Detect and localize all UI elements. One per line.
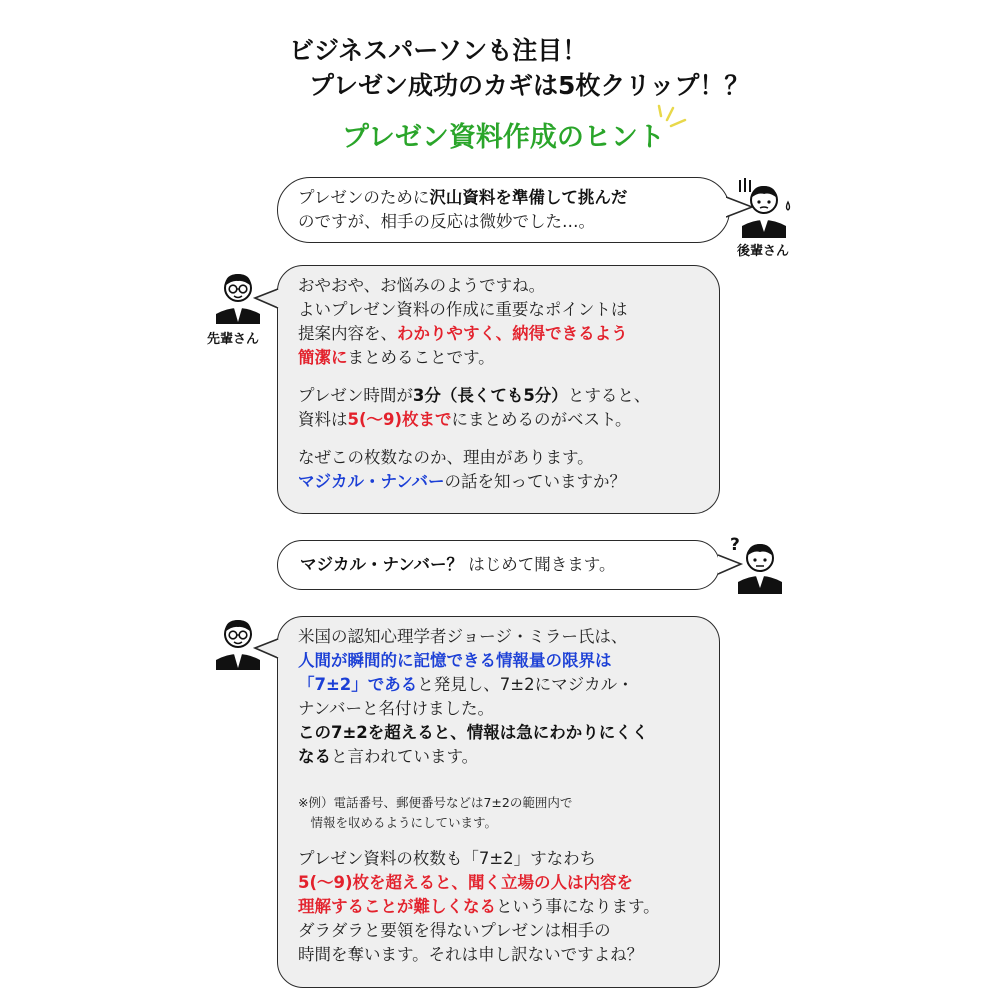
bubble4-line-8: 5(〜9)枚を超えると、聞く立場の人は内容を: [298, 873, 634, 892]
bubble4-tail: [253, 636, 279, 662]
junior-worried-avatar-icon: [734, 176, 800, 238]
sparkle-icon: [655, 104, 695, 136]
bubble4-line-1: 米国の認知心理学者ジョージ・ミラー氏は、: [298, 627, 628, 646]
bubble4-line-7: プレゼン資料の枚数も「7±2」すなわち: [298, 849, 597, 868]
bubble3-line-1: マジカル・ナンバー？ はじめて聞きます。: [300, 555, 616, 574]
senior-speech-bubble-2: [277, 616, 720, 988]
bubble2-line-3: 提案内容を、わかりやすく、納得できるよう: [298, 324, 628, 343]
sweat-drop-icon: [787, 202, 790, 210]
bubble2-tail: [253, 286, 279, 312]
bubble4-line-4: ナンバーと名付けました。: [298, 699, 495, 718]
bubble2-line-4: 簡潔にまとめることです。: [298, 348, 495, 367]
bubble2-line-8: マジカル・ナンバーの話を知っていますか？: [298, 472, 627, 491]
bubble4-line-2: 人間が瞬間的に記憶できる情報量の限界は: [298, 651, 612, 670]
bubble4-line-3: 「7±2」であると発見し、7±2にマジカル・: [298, 675, 634, 694]
bubble4-line-11: 時間を奪います。それは申し訳ないですよね？: [298, 945, 644, 964]
bubble2-line-5: プレゼン時間が3分（長くても5分）とすると、: [298, 386, 651, 405]
bubble4-line-9: 理解することが難しくなるという事になります。: [298, 897, 660, 916]
junior-label: 後輩さん: [737, 244, 790, 259]
junior-speech-bubble-2: [277, 540, 720, 590]
bubble2-line-2: よいプレゼン資料の作成に重要なポイントは: [298, 300, 628, 319]
bubble4-line-6: なると言われています。: [298, 747, 479, 766]
bubble2-line-6: 資料は5(〜9)枚までにまとめるのがベスト。: [298, 410, 632, 429]
bubble1-line-1: プレゼンのために沢山資料を準備して挑んだ: [298, 188, 628, 207]
senior-label: 先輩さん: [207, 332, 260, 347]
senior-speech-bubble-1: [277, 265, 720, 514]
headline-line-2: プレゼン成功のカギは5枚クリップ！？: [309, 71, 750, 100]
bubble4-line-5: この7±2を超えると、情報は急にわかりにくく: [298, 723, 649, 742]
bubble4-note-line-1: ※例）電話番号、郵便番号などは7±2の範囲内で: [298, 795, 573, 810]
question-mark-icon: ?: [730, 535, 740, 555]
subtitle: プレゼン資料作成のヒント: [342, 122, 665, 153]
bubble1-line-2: のですが、相手の反応は微妙でした…。: [298, 212, 595, 231]
junior-question-avatar-icon: [728, 532, 788, 594]
bubble4-note-line-2: 情報を収めるようにしています。: [298, 815, 498, 830]
bubble2-line-7: なぜこの枚数なのか、理由があります。: [298, 448, 594, 467]
bubble4-line-10: ダラダラと要領を得ないプレゼンは相手の: [298, 921, 611, 940]
junior-speech-bubble-1: [277, 177, 730, 243]
bubble2-line-1: おやおや、お悩みのようですね。: [298, 276, 546, 295]
headline-line-1: ビジネスパーソンも注目！: [289, 36, 588, 65]
